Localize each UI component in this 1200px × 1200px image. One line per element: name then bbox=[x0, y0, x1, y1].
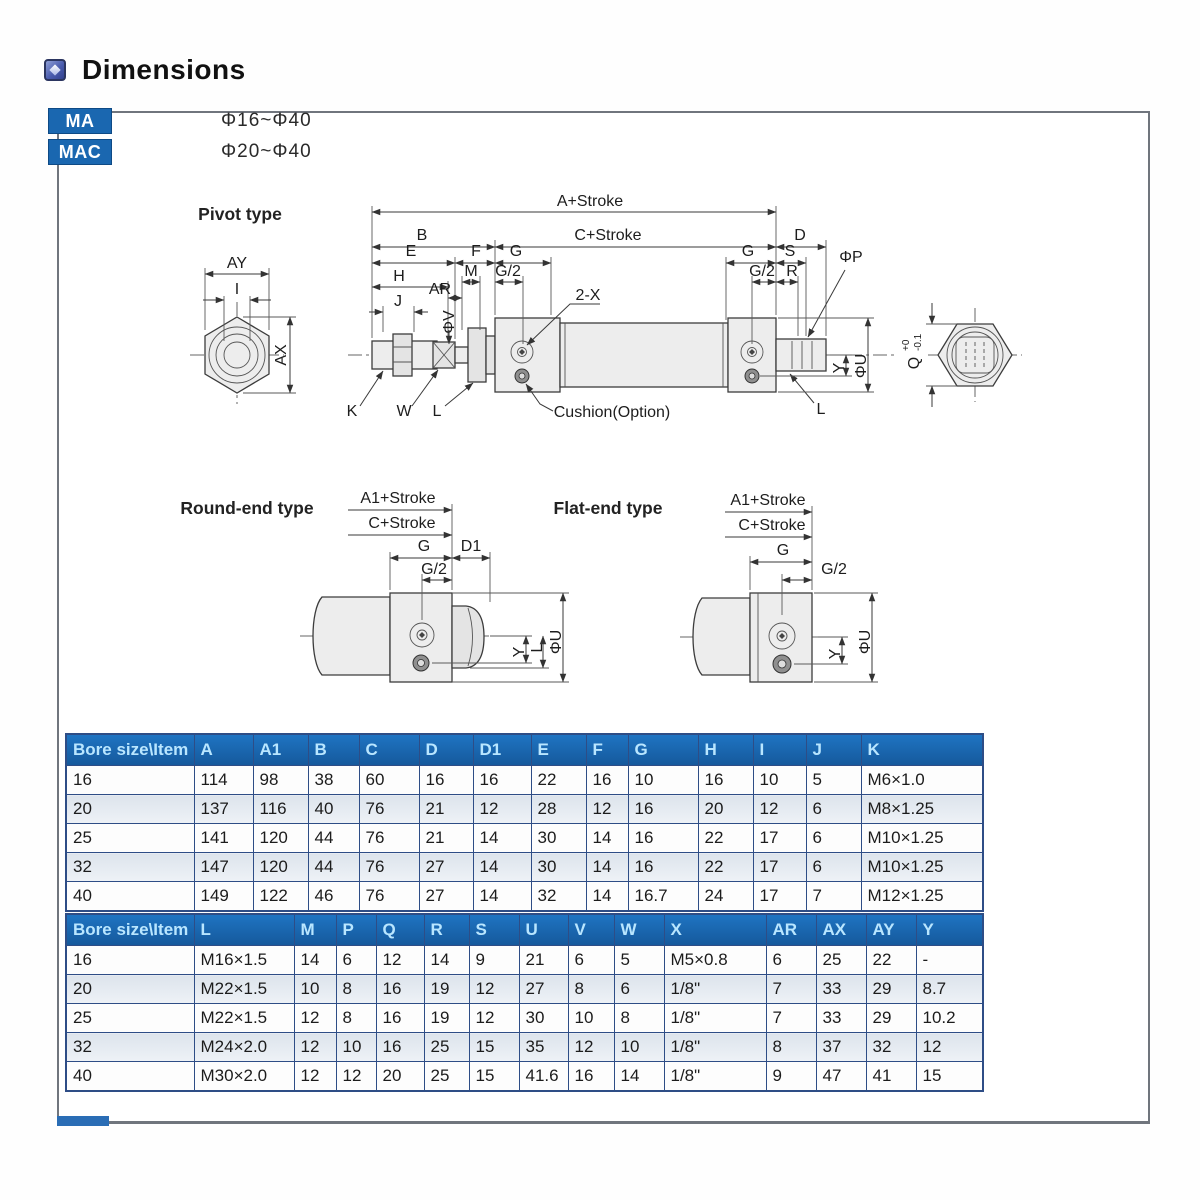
dim-label-f: F bbox=[471, 243, 481, 260]
table1-header-7: E bbox=[531, 734, 586, 766]
dim-label-a1-stroke-round: A1+Stroke bbox=[360, 490, 436, 507]
table1-cell-r0-c2: 98 bbox=[253, 766, 308, 795]
table1-cell-r0-c10: 16 bbox=[698, 766, 753, 795]
table1-header-8: F bbox=[586, 734, 628, 766]
table1-cell-r2-c6: 14 bbox=[473, 824, 531, 853]
table2-cell-r2-c8: 10 bbox=[568, 1004, 614, 1033]
table1-cell-r3-c7: 30 bbox=[531, 853, 586, 882]
table1-cell-r2-c12: 6 bbox=[806, 824, 861, 853]
dim-label-phi-p: ΦP bbox=[839, 249, 863, 266]
table2-cell-r2-c7: 30 bbox=[519, 1004, 568, 1033]
table2-cell-r3-c13: 32 bbox=[866, 1033, 916, 1062]
table1-cell-r3-c10: 22 bbox=[698, 853, 753, 882]
model-badge-mac: MAC bbox=[48, 139, 112, 165]
table1-cell-r4-c12: 7 bbox=[806, 882, 861, 912]
table2-cell-r1-c5: 19 bbox=[424, 975, 469, 1004]
table1-cell-r0-c3: 38 bbox=[308, 766, 359, 795]
table1-cell-r2-c8: 14 bbox=[586, 824, 628, 853]
dim-label-m: M bbox=[464, 263, 478, 280]
table1-cell-r1-c13: M8×1.25 bbox=[861, 795, 983, 824]
table2-cell-r2-c11: 7 bbox=[766, 1004, 816, 1033]
table2-cell-r4-c11: 9 bbox=[766, 1062, 816, 1092]
table1-cell-r1-c3: 40 bbox=[308, 795, 359, 824]
table2-cell-r2-c9: 8 bbox=[614, 1004, 664, 1033]
table2-cell-r1-c14: 8.7 bbox=[916, 975, 983, 1004]
table1-cell-r4-c6: 14 bbox=[473, 882, 531, 912]
drawing-main-side-view bbox=[347, 193, 898, 421]
table-header-row bbox=[66, 914, 983, 946]
table2-cell-r1-c2: 10 bbox=[294, 975, 336, 1004]
table2-cell-r4-c6: 15 bbox=[469, 1062, 519, 1092]
dim-label-c-stroke: C+Stroke bbox=[574, 227, 642, 244]
table2-header-7: U bbox=[519, 914, 568, 946]
dim-label-b: B bbox=[416, 227, 428, 244]
table2-cell-r1-c8: 8 bbox=[568, 975, 614, 1004]
dim-label-d: D bbox=[794, 227, 806, 244]
table2-cell-r1-c6: 12 bbox=[469, 975, 519, 1004]
table1-cell-r0-c9: 10 bbox=[628, 766, 698, 795]
dim-label-y-round: Y bbox=[511, 646, 528, 658]
table1-cell-r3-c4: 76 bbox=[359, 853, 419, 882]
table1-header-3: B bbox=[308, 734, 359, 766]
table1-cell-r1-c9: 16 bbox=[628, 795, 698, 824]
table-row bbox=[66, 766, 983, 795]
table2-cell-r1-c4: 16 bbox=[376, 975, 424, 1004]
dim-label-h: H bbox=[393, 268, 405, 285]
table2-cell-r0-c4: 12 bbox=[376, 946, 424, 975]
table1-cell-r3-c13: M10×1.25 bbox=[861, 853, 983, 882]
table2-cell-r0-c11: 6 bbox=[766, 946, 816, 975]
table1-cell-r0-c5: 16 bbox=[419, 766, 473, 795]
table2-cell-r1-c10: 1/8" bbox=[664, 975, 766, 1004]
table1-cell-r2-c1: 141 bbox=[194, 824, 253, 853]
table2-header-11: AR bbox=[766, 914, 816, 946]
table2-cell-r3-c7: 35 bbox=[519, 1033, 568, 1062]
dim-label-c-stroke-round: C+Stroke bbox=[368, 515, 436, 532]
table2-cell-r0-c5: 14 bbox=[424, 946, 469, 975]
drawing-pivot-type bbox=[190, 204, 296, 404]
table1-cell-r3-c3: 44 bbox=[308, 853, 359, 882]
table-row bbox=[66, 882, 983, 912]
table1-cell-r2-c13: M10×1.25 bbox=[861, 824, 983, 853]
table2-cell-r0-c3: 6 bbox=[336, 946, 376, 975]
dim-label-d1: D1 bbox=[460, 538, 482, 555]
table1-cell-r3-c12: 6 bbox=[806, 853, 861, 882]
table2-cell-r2-c3: 8 bbox=[336, 1004, 376, 1033]
dim-label-l-left: L bbox=[432, 403, 442, 420]
table1-cell-r4-c11: 17 bbox=[753, 882, 806, 912]
table2-cell-r4-c12: 47 bbox=[816, 1062, 866, 1092]
table2-cell-r0-c8: 6 bbox=[568, 946, 614, 975]
table2-cell-r4-c7: 41.6 bbox=[519, 1062, 568, 1092]
table2-cell-r1-c1: M22×1.5 bbox=[194, 975, 294, 1004]
table1-cell-r1-c8: 12 bbox=[586, 795, 628, 824]
table1-cell-r2-c3: 44 bbox=[308, 824, 359, 853]
table1-cell-r1-c5: 21 bbox=[419, 795, 473, 824]
dim-label-y-flat: Y bbox=[827, 648, 844, 660]
table2-cell-r2-c12: 33 bbox=[816, 1004, 866, 1033]
dim-label-ar: AR bbox=[428, 281, 452, 298]
table2-cell-r4-c2: 12 bbox=[294, 1062, 336, 1092]
cushion-option-label: Cushion(Option) bbox=[553, 404, 671, 421]
round-end-title: Round-end type bbox=[180, 498, 314, 518]
table1-header-13: K bbox=[861, 734, 983, 766]
table1-cell-r0-c12: 5 bbox=[806, 766, 861, 795]
table1-cell-r4-c0: 40 bbox=[66, 882, 194, 912]
table2-cell-r3-c10: 1/8" bbox=[664, 1033, 766, 1062]
table2-cell-r4-c3: 12 bbox=[336, 1062, 376, 1092]
table2-cell-r1-c0: 20 bbox=[66, 975, 194, 1004]
dim-label-g2-flat: G/2 bbox=[821, 561, 847, 578]
table2-cell-r2-c13: 29 bbox=[866, 1004, 916, 1033]
table1-cell-r3-c5: 27 bbox=[419, 853, 473, 882]
table2-cell-r3-c0: 32 bbox=[66, 1033, 194, 1062]
table2-cell-r2-c14: 10.2 bbox=[916, 1004, 983, 1033]
table2-cell-r3-c1: M24×2.0 bbox=[194, 1033, 294, 1062]
table1-header-1: A bbox=[194, 734, 253, 766]
table1-cell-r2-c7: 30 bbox=[531, 824, 586, 853]
table1-cell-r1-c10: 20 bbox=[698, 795, 753, 824]
table2-cell-r4-c5: 25 bbox=[424, 1062, 469, 1092]
table2-cell-r1-c9: 6 bbox=[614, 975, 664, 1004]
table2-header-9: W bbox=[614, 914, 664, 946]
drawing-rear-end-view bbox=[901, 303, 1022, 407]
table1-header-6: D1 bbox=[473, 734, 531, 766]
table1-cell-r3-c11: 17 bbox=[753, 853, 806, 882]
table1-cell-r2-c2: 120 bbox=[253, 824, 308, 853]
dim-label-s: S bbox=[784, 243, 796, 260]
table-row bbox=[66, 1033, 983, 1062]
table1-cell-r3-c6: 14 bbox=[473, 853, 531, 882]
table2-cell-r3-c11: 8 bbox=[766, 1033, 816, 1062]
table2-cell-r3-c12: 37 bbox=[816, 1033, 866, 1062]
table1-header-0: Bore size\Item bbox=[66, 734, 194, 766]
table1-header-11: I bbox=[753, 734, 806, 766]
table1-cell-r2-c11: 17 bbox=[753, 824, 806, 853]
table2-cell-r4-c0: 40 bbox=[66, 1062, 194, 1092]
model-range-ma: Φ16~Φ40 bbox=[221, 110, 312, 131]
table1-cell-r1-c6: 12 bbox=[473, 795, 531, 824]
table2-cell-r1-c3: 8 bbox=[336, 975, 376, 1004]
dim-label-w: W bbox=[396, 403, 412, 420]
dimension-table-2 bbox=[65, 913, 984, 1092]
table1-cell-r3-c2: 120 bbox=[253, 853, 308, 882]
table2-cell-r4-c4: 20 bbox=[376, 1062, 424, 1092]
table1-cell-r2-c10: 22 bbox=[698, 824, 753, 853]
dim-label-g-round: G bbox=[417, 538, 431, 555]
table2-cell-r4-c14: 15 bbox=[916, 1062, 983, 1092]
table2-header-5: R bbox=[424, 914, 469, 946]
table1-cell-r4-c9: 16.7 bbox=[628, 882, 698, 912]
dim-label-y-main: Y bbox=[831, 362, 848, 374]
table2-cell-r4-c10: 1/8" bbox=[664, 1062, 766, 1092]
dim-label-g2-round: G/2 bbox=[421, 561, 447, 578]
table1-cell-r1-c7: 28 bbox=[531, 795, 586, 824]
dim-label-c-stroke-flat: C+Stroke bbox=[738, 517, 806, 534]
dim-label-q-tol-minus: -0.1 bbox=[913, 333, 924, 351]
table1-cell-r1-c4: 76 bbox=[359, 795, 419, 824]
table1-header-9: G bbox=[628, 734, 698, 766]
table1-cell-r0-c4: 60 bbox=[359, 766, 419, 795]
table1-cell-r0-c7: 22 bbox=[531, 766, 586, 795]
table2-cell-r2-c0: 25 bbox=[66, 1004, 194, 1033]
dim-label-phi-u-main: ΦU bbox=[853, 353, 870, 379]
table1-header-5: D bbox=[419, 734, 473, 766]
drawing-round-end-type bbox=[180, 490, 569, 682]
dim-label-phi-u-flat: ΦU bbox=[857, 629, 874, 655]
table1-cell-r1-c2: 116 bbox=[253, 795, 308, 824]
drawing-flat-end-type bbox=[554, 492, 878, 682]
table1-cell-r4-c13: M12×1.25 bbox=[861, 882, 983, 912]
table1-cell-r0-c13: M6×1.0 bbox=[861, 766, 983, 795]
dim-label-g2-right: G/2 bbox=[749, 263, 775, 280]
table2-cell-r0-c7: 21 bbox=[519, 946, 568, 975]
table-row bbox=[66, 824, 983, 853]
table1-cell-r2-c4: 76 bbox=[359, 824, 419, 853]
table2-cell-r2-c5: 19 bbox=[424, 1004, 469, 1033]
table2-cell-r0-c6: 9 bbox=[469, 946, 519, 975]
table-row bbox=[66, 853, 983, 882]
dim-label-ay: AY bbox=[226, 255, 248, 272]
table-header-row bbox=[66, 734, 983, 766]
table2-cell-r0-c9: 5 bbox=[614, 946, 664, 975]
table1-cell-r0-c11: 10 bbox=[753, 766, 806, 795]
table1-cell-r0-c1: 114 bbox=[194, 766, 253, 795]
table2-cell-r4-c13: 41 bbox=[866, 1062, 916, 1092]
table1-cell-r3-c0: 32 bbox=[66, 853, 194, 882]
page-title: Dimensions bbox=[82, 54, 246, 85]
table2-cell-r3-c6: 15 bbox=[469, 1033, 519, 1062]
table1-cell-r4-c10: 24 bbox=[698, 882, 753, 912]
table2-cell-r3-c14: 12 bbox=[916, 1033, 983, 1062]
table2-cell-r1-c11: 7 bbox=[766, 975, 816, 1004]
table2-cell-r2-c1: M22×1.5 bbox=[194, 1004, 294, 1033]
table2-cell-r2-c10: 1/8" bbox=[664, 1004, 766, 1033]
table2-cell-r0-c2: 14 bbox=[294, 946, 336, 975]
table2-cell-r1-c13: 29 bbox=[866, 975, 916, 1004]
table2-header-10: X bbox=[664, 914, 766, 946]
table1-cell-r4-c7: 32 bbox=[531, 882, 586, 912]
table2-cell-r4-c8: 16 bbox=[568, 1062, 614, 1092]
dim-label-j: J bbox=[394, 293, 402, 310]
table-row bbox=[66, 1062, 983, 1092]
table2-header-8: V bbox=[568, 914, 614, 946]
table2-header-4: Q bbox=[376, 914, 424, 946]
dimension-table-1 bbox=[65, 733, 984, 912]
table2-cell-r1-c12: 33 bbox=[816, 975, 866, 1004]
table2-cell-r0-c10: M5×0.8 bbox=[664, 946, 766, 975]
dim-label-q: Q bbox=[906, 356, 923, 370]
table-row bbox=[66, 946, 983, 975]
table2-cell-r2-c6: 12 bbox=[469, 1004, 519, 1033]
table2-cell-r0-c13: 22 bbox=[866, 946, 916, 975]
table2-header-12: AX bbox=[816, 914, 866, 946]
table2-header-6: S bbox=[469, 914, 519, 946]
table2-cell-r3-c8: 12 bbox=[568, 1033, 614, 1062]
dim-label-g-right: G bbox=[741, 243, 755, 260]
dim-label-q-tol-plus: +0 bbox=[901, 339, 912, 351]
table1-header-12: J bbox=[806, 734, 861, 766]
table2-cell-r0-c14: - bbox=[916, 946, 983, 975]
table1-header-2: A1 bbox=[253, 734, 308, 766]
table-row bbox=[66, 975, 983, 1004]
dim-label-l-right: L bbox=[816, 401, 826, 418]
table2-cell-r0-c0: 16 bbox=[66, 946, 194, 975]
table1-header-4: C bbox=[359, 734, 419, 766]
table1-cell-r2-c0: 25 bbox=[66, 824, 194, 853]
table2-header-13: AY bbox=[866, 914, 916, 946]
table1-cell-r1-c1: 137 bbox=[194, 795, 253, 824]
table1-header-10: H bbox=[698, 734, 753, 766]
table2-header-3: P bbox=[336, 914, 376, 946]
dim-label-i: I bbox=[234, 281, 240, 298]
table2-cell-r4-c9: 14 bbox=[614, 1062, 664, 1092]
table1-cell-r4-c8: 14 bbox=[586, 882, 628, 912]
dim-label-g-flat: G bbox=[776, 542, 790, 559]
model-badge-ma: MA bbox=[48, 108, 112, 134]
dim-label-phi-v: ΦV bbox=[441, 310, 458, 334]
table1-cell-r2-c5: 21 bbox=[419, 824, 473, 853]
table1-cell-r3-c8: 14 bbox=[586, 853, 628, 882]
table2-cell-r3-c9: 10 bbox=[614, 1033, 664, 1062]
table2-cell-r4-c1: M30×2.0 bbox=[194, 1062, 294, 1092]
table1-cell-r1-c12: 6 bbox=[806, 795, 861, 824]
table1-cell-r4-c4: 76 bbox=[359, 882, 419, 912]
dim-label-r: R bbox=[786, 263, 798, 280]
flat-end-title: Flat-end type bbox=[553, 498, 663, 518]
table1-cell-r0-c0: 16 bbox=[66, 766, 194, 795]
table1-cell-r1-c11: 12 bbox=[753, 795, 806, 824]
model-range-mac: Φ20~Φ40 bbox=[221, 141, 312, 162]
table2-cell-r0-c1: M16×1.5 bbox=[194, 946, 294, 975]
table2-cell-r3-c4: 16 bbox=[376, 1033, 424, 1062]
dim-label-e: E bbox=[405, 243, 417, 260]
table2-cell-r2-c4: 16 bbox=[376, 1004, 424, 1033]
table2-cell-r2-c2: 12 bbox=[294, 1004, 336, 1033]
table1-cell-r3-c1: 147 bbox=[194, 853, 253, 882]
table2-cell-r3-c5: 25 bbox=[424, 1033, 469, 1062]
table2-cell-r0-c12: 25 bbox=[816, 946, 866, 975]
dim-label-two-x: 2-X bbox=[575, 287, 601, 304]
table1-cell-r4-c1: 149 bbox=[194, 882, 253, 912]
table1-cell-r0-c6: 16 bbox=[473, 766, 531, 795]
dim-label-l-round: L bbox=[529, 643, 546, 653]
table1-cell-r4-c2: 122 bbox=[253, 882, 308, 912]
dim-label-phi-u-round: ΦU bbox=[548, 629, 565, 655]
dim-label-a1-stroke-flat: A1+Stroke bbox=[730, 492, 806, 509]
table2-header-0: Bore size\Item bbox=[66, 914, 194, 946]
table1-cell-r3-c9: 16 bbox=[628, 853, 698, 882]
table2-cell-r3-c2: 12 bbox=[294, 1033, 336, 1062]
dim-label-ax: AX bbox=[273, 344, 290, 366]
table-row bbox=[66, 1004, 983, 1033]
table2-header-14: Y bbox=[916, 914, 983, 946]
dim-label-k: K bbox=[346, 403, 358, 420]
table2-header-2: M bbox=[294, 914, 336, 946]
table-row bbox=[66, 795, 983, 824]
table1-cell-r4-c3: 46 bbox=[308, 882, 359, 912]
table1-cell-r1-c0: 20 bbox=[66, 795, 194, 824]
table2-header-1: L bbox=[194, 914, 294, 946]
table2-cell-r3-c3: 10 bbox=[336, 1033, 376, 1062]
dim-label-g-left: G bbox=[509, 243, 523, 260]
dim-label-a-stroke: A+Stroke bbox=[556, 193, 624, 210]
table1-cell-r4-c5: 27 bbox=[419, 882, 473, 912]
table1-cell-r2-c9: 16 bbox=[628, 824, 698, 853]
pivot-type-title: Pivot type bbox=[198, 204, 282, 224]
dim-label-g2-left: G/2 bbox=[495, 263, 521, 280]
table2-cell-r1-c7: 27 bbox=[519, 975, 568, 1004]
table1-cell-r0-c8: 16 bbox=[586, 766, 628, 795]
